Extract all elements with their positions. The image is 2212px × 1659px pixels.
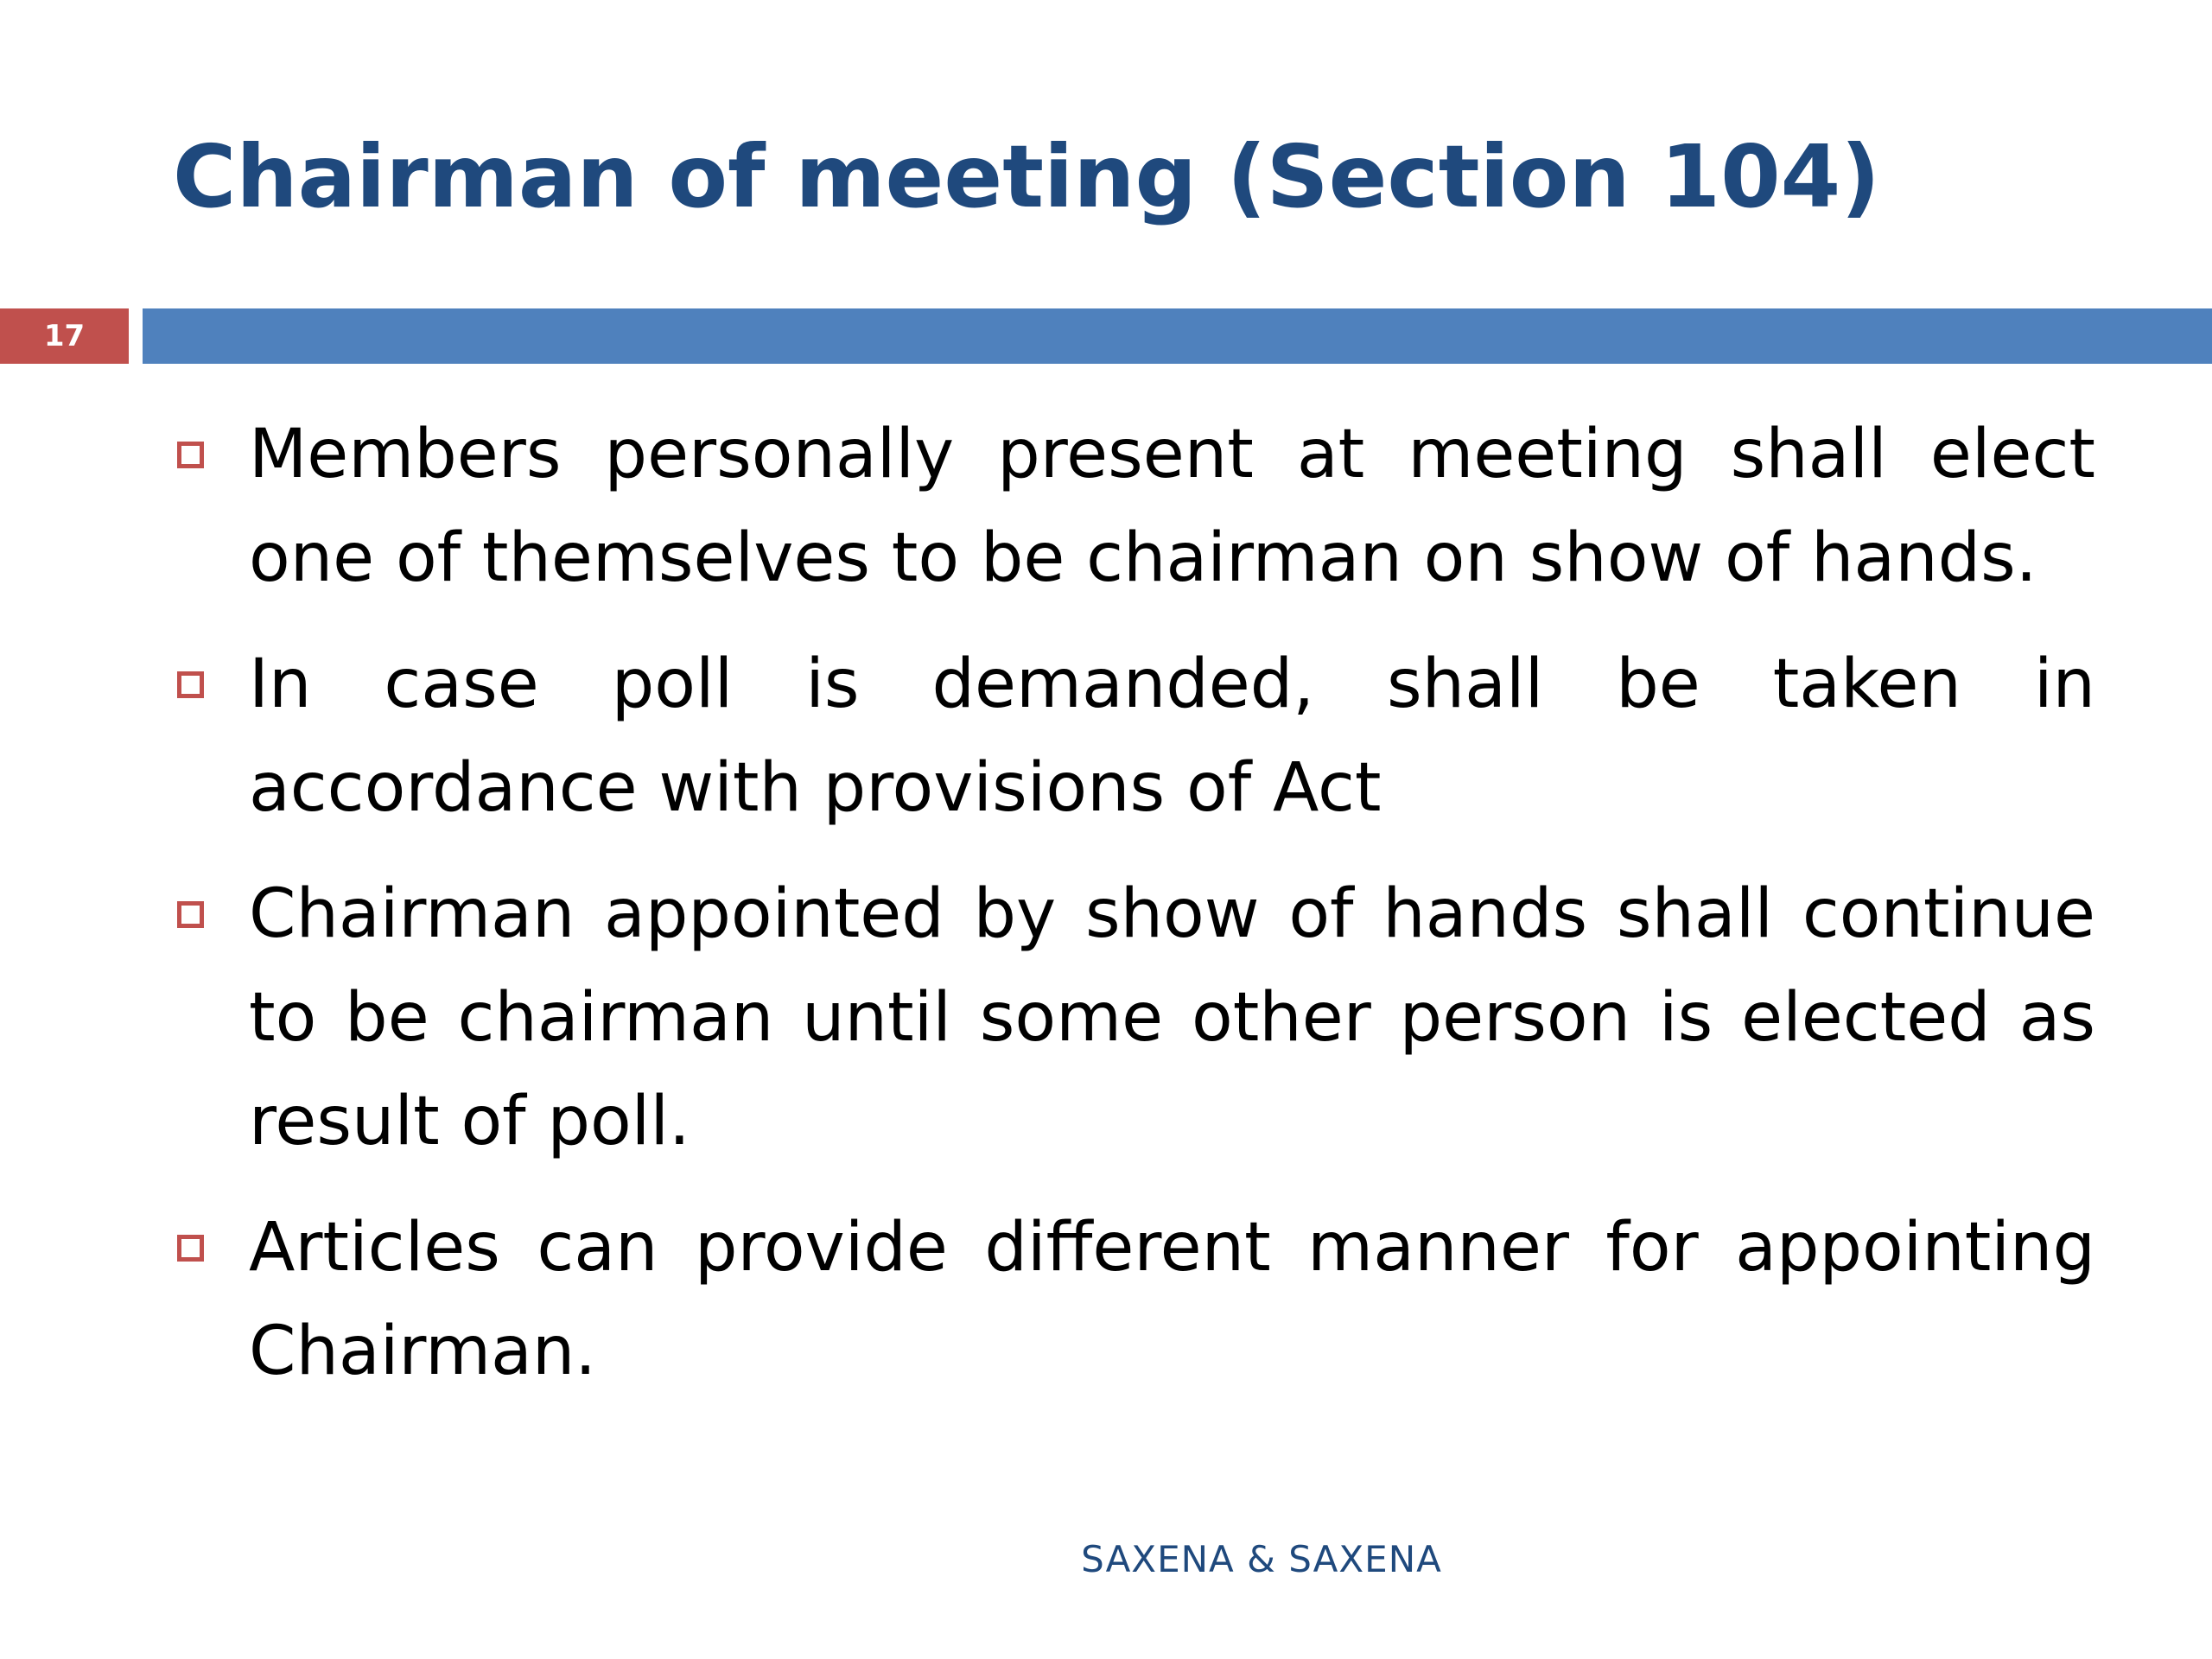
footer-text: SAXENA & SAXENA bbox=[1081, 1538, 1442, 1580]
bullet-item bbox=[173, 862, 2095, 1173]
bullet-item bbox=[173, 1196, 2095, 1403]
title-divider-bar bbox=[143, 308, 2212, 364]
bullet-text: Members personally present at meeting shall elect one of themselves to be chairman on show of hands. bbox=[249, 416, 2095, 597]
hollow-square-icon bbox=[177, 901, 204, 928]
slide-number: 17 bbox=[0, 308, 129, 364]
slide-title: Chairman of meeting (Section 104) bbox=[173, 126, 1880, 227]
hollow-square-icon bbox=[177, 442, 204, 468]
hollow-square-icon bbox=[177, 671, 204, 698]
bullet-item bbox=[173, 632, 2095, 840]
hollow-square-icon bbox=[177, 1235, 204, 1262]
bullet-text: In case poll is demanded, shall be taken in accordance with provisions of Act bbox=[249, 645, 2095, 827]
bullet-text: Articles can provide different manner for appointing Chairman. bbox=[249, 1209, 2095, 1390]
bullet-text: Chairman appointed by show of hands shall continue to be chairman until some other person is elected as result of poll. bbox=[249, 875, 2095, 1160]
bullet-item bbox=[173, 403, 2095, 610]
bullet-list bbox=[173, 403, 2095, 1426]
